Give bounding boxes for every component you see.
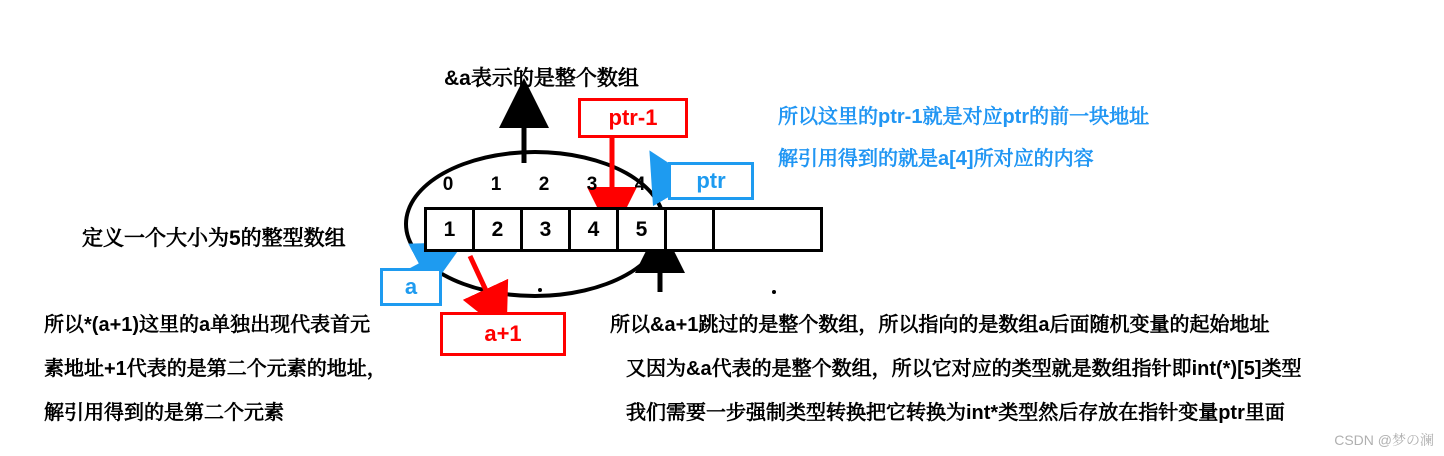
array-cell-0: 1 bbox=[427, 210, 475, 249]
annotation-a-plus-1-line1: 所以*(a+1)这里的a单独出现代表首元 bbox=[44, 314, 371, 336]
array-cell-empty-2 bbox=[715, 210, 820, 249]
array-index-4: 4 bbox=[634, 174, 646, 195]
array-cell-2: 3 bbox=[523, 210, 571, 249]
decorative-dot-left bbox=[538, 288, 542, 292]
array-cell-1: 2 bbox=[475, 210, 523, 249]
annotation-a-plus-1-line2: 素地址+1代表的是第二个元素的地址， bbox=[44, 358, 387, 380]
array-index-3: 3 bbox=[586, 174, 598, 195]
annotation-ptr-minus-1-line1: 所以这里的ptr-1就是对应ptr的前一块地址 bbox=[778, 106, 1150, 128]
array-cell-4: 5 bbox=[619, 210, 667, 249]
array-index-0: 0 bbox=[442, 174, 454, 195]
array-index-row bbox=[424, 174, 664, 196]
array-diagram bbox=[424, 207, 823, 252]
annotation-amp-a-plus-1-line1: 所以&a+1跳过的是整个数组，所以指向的是数组a后面随机变量的起始地址 bbox=[610, 314, 1270, 336]
array-cell-empty-1 bbox=[667, 210, 715, 249]
top-arrow-label: &a表示的是整个数组 bbox=[444, 67, 639, 90]
annotation-amp-a-plus-1-line2: 又因为&a代表的是整个数组，所以它对应的类型就是数组指针即int(*)[5]类型 bbox=[626, 358, 1302, 380]
ptr-box: ptr bbox=[668, 162, 754, 200]
annotation-a-plus-1-line3: 解引用得到的是第二个元素 bbox=[44, 402, 284, 424]
watermark: CSDN @梦の澜 bbox=[1334, 432, 1434, 448]
annotation-amp-a-plus-1-line3: 我们需要一步强制类型转换把它转换为int*类型然后存放在指针变量ptr里面 bbox=[626, 402, 1285, 424]
decorative-dot-right bbox=[772, 290, 776, 294]
array-definition-label: 定义一个大小为5的整型数组 bbox=[82, 227, 346, 250]
annotation-ptr-minus-1-line2: 解引用得到的就是a[4]所对应的内容 bbox=[778, 148, 1094, 170]
ptr-minus-1-box: ptr-1 bbox=[578, 98, 688, 138]
a-box: a bbox=[380, 268, 442, 306]
array-index-1: 1 bbox=[490, 174, 502, 195]
array-cell-3: 4 bbox=[571, 210, 619, 249]
a-plus-1-box: a+1 bbox=[440, 312, 566, 356]
array-index-2: 2 bbox=[538, 174, 550, 195]
